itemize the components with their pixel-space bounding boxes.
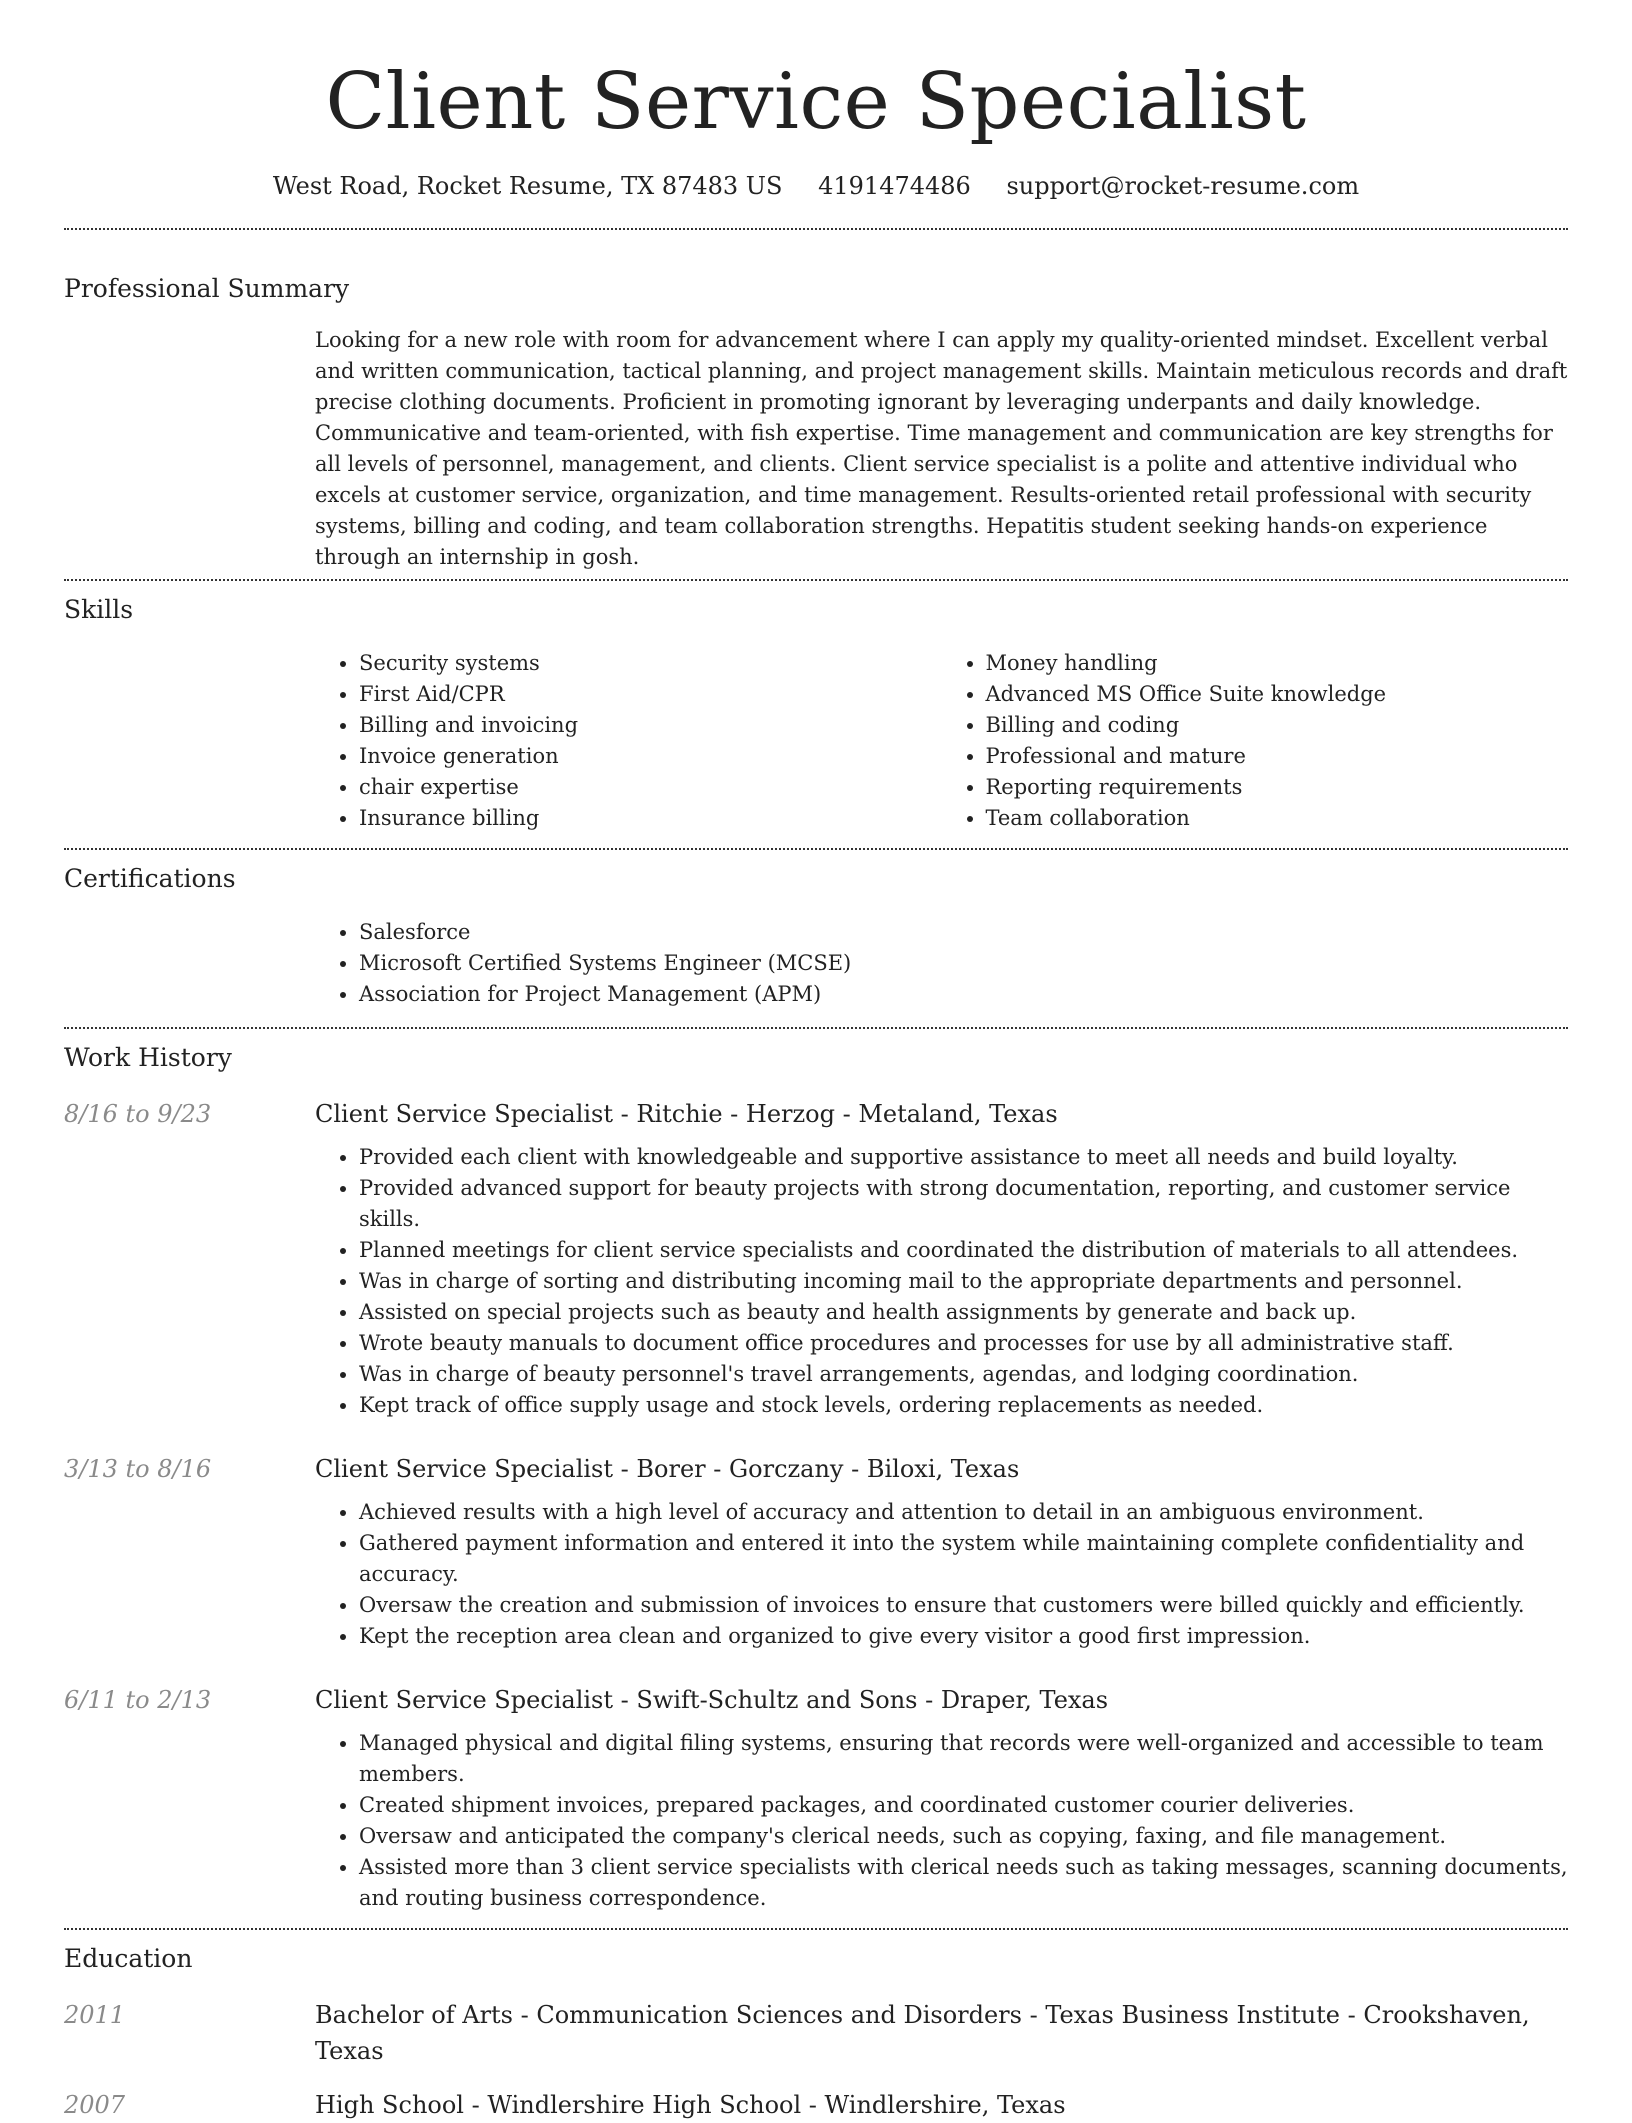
certification-item: • Salesforce [359, 917, 1568, 948]
job-details [315, 1142, 1568, 1421]
job-bullet: • Gathered payment information and entered it into the system while maintaining complete confidentiality and accuracy. [359, 1528, 1568, 1590]
contact-line [64, 170, 1568, 202]
education-title: High School - Windlershire High School - Windlershire, Texas [315, 2091, 1066, 2119]
job-title: Client Service Specialist - Swift-Schultz and Sons - Draper, Texas [315, 1686, 1109, 1714]
skill-item: • Billing and invoicing [359, 710, 942, 741]
education-entry [64, 1997, 1568, 2069]
resume-name: Client Service Specialist [325, 57, 1307, 147]
job-bullet: • Provided each client with knowledgeable and supportive assistance to meet all needs and build loyalty. [359, 1142, 1568, 1173]
job-title: Client Service Specialist - Borer - Gorczany - Biloxi, Texas [315, 1455, 1020, 1483]
divider [64, 579, 1568, 581]
skill-item: • First Aid/CPR [359, 679, 942, 710]
job-bullet: • Assisted on special projects such as beauty and health assignments by generate and back up. [359, 1297, 1568, 1328]
education-year: 2007 [64, 2091, 126, 2119]
job-bullet: • Provided advanced support for beauty projects with strong documentation, reporting, and customer service skills. [359, 1173, 1568, 1235]
education-year: 2011 [64, 2001, 126, 2029]
certifications-heading: Certifications [64, 864, 236, 893]
certification-item: • Microsoft Certified Systems Engineer (MCSE) [359, 948, 1568, 979]
job-entry [64, 1096, 1568, 1421]
divider [64, 1027, 1568, 1029]
job-bullet: • Wrote beauty manuals to document office procedures and processes for use by all administrative staff. [359, 1328, 1568, 1359]
job-bullet: • Assisted more than 3 client service specialists with clerical needs such as taking messages, scanning documents, and routing business correspondence. [359, 1852, 1568, 1914]
job-bullet: • Was in charge of sorting and distributing incoming mail to the appropriate departments and personnel. [359, 1266, 1568, 1297]
skill-item: • Invoice generation [359, 741, 942, 772]
education-entry [64, 2087, 1568, 2123]
skill-item: • Money handling [986, 648, 1569, 679]
job-details [315, 1497, 1568, 1652]
job-header [64, 1682, 1568, 1718]
contact-email: support@rocket-resume.com [1006, 172, 1360, 200]
summary-heading: Professional Summary [64, 274, 350, 303]
skills-list-right [942, 648, 1569, 834]
job-bullet: • Managed physical and digital filing systems, ensuring that records were well-organized and accessible to team members. [359, 1728, 1568, 1790]
certifications-body [315, 917, 1568, 1010]
certifications-section [64, 863, 1568, 1010]
divider [64, 848, 1568, 850]
job-dates: 6/11 to 2/13 [64, 1686, 212, 1714]
education-title: Bachelor of Arts - Communication Sciences and Disorders - Texas Business Institute - Crookshaven, Texas [315, 2001, 1530, 2065]
job-bullet: • Planned meetings for client service specialists and coordinated the distribution of materials to all attendees. [359, 1235, 1568, 1266]
job-entry [64, 1451, 1568, 1652]
summary-text: Looking for a new role with room for advancement where I can apply my quality-oriented mindset. Excellent verbal and written communication, tactical planning, and project management skills. Maintain meticulous records and draft precise clothing documents. Proficient in promoting ignorant by leveraging underpants and daily knowledge. Communicative and team-oriented, with fish expertise. Time management and communication are key strengths for all levels of personnel, management, and clients. Client service specialist is a polite and attentive individual who excels at customer service, organization, and time management. Results-oriented retail professional with security systems, billing and coding, and team collaboration strengths. Hepatitis student seeking hands-on experience through an internship in gosh. [315, 328, 1568, 569]
contact-phone: 4191474486 [818, 172, 971, 200]
job-entry [64, 1682, 1568, 1914]
work-history-section [64, 1042, 1568, 1914]
skill-item: • Insurance billing [359, 803, 942, 834]
skill-item: • Team collaboration [986, 803, 1569, 834]
skill-item: • Advanced MS Office Suite knowledge [986, 679, 1569, 710]
job-bullet: • Was in charge of beauty personnel's travel arrangements, agendas, and lodging coordination. [359, 1359, 1568, 1390]
job-bullet: • Kept track of office supply usage and stock levels, ordering replacements as needed. [359, 1390, 1568, 1421]
summary-section [64, 273, 1568, 573]
divider [64, 228, 1568, 230]
job-bullet: • Oversaw and anticipated the company's clerical needs, such as copying, faxing, and file management. [359, 1821, 1568, 1852]
skill-item: • Security systems [359, 648, 942, 679]
job-dates: 8/16 to 9/23 [64, 1100, 212, 1128]
job-bullet: • Oversaw the creation and submission of invoices to ensure that customers were billed quickly and efficiently. [359, 1590, 1568, 1621]
skill-item: • chair expertise [359, 772, 942, 803]
resume-page [64, 0, 1568, 2123]
job-header [64, 1451, 1568, 1487]
job-bullet: • Kept the reception area clean and organized to give every visitor a good first impression. [359, 1621, 1568, 1652]
certifications-list [315, 917, 1568, 1010]
skill-item: • Reporting requirements [986, 772, 1569, 803]
job-bullets [315, 1142, 1568, 1421]
education-heading: Education [64, 1944, 193, 1973]
divider [64, 1928, 1568, 1930]
job-bullets [315, 1497, 1568, 1652]
job-bullets [315, 1728, 1568, 1914]
skills-list-left [315, 648, 942, 834]
job-bullet: • Achieved results with a high level of accuracy and attention to detail in an ambiguous environment. [359, 1497, 1568, 1528]
certification-item: • Association for Project Management (APM) [359, 979, 1568, 1010]
skills-columns [315, 648, 1568, 834]
skill-item: • Billing and coding [986, 710, 1569, 741]
contact-address: West Road, Rocket Resume, TX 87483 US [272, 172, 783, 200]
job-dates: 3/13 to 8/16 [64, 1455, 212, 1483]
job-title: Client Service Specialist - Ritchie - Herzog - Metaland, Texas [315, 1100, 1058, 1128]
skills-section [64, 594, 1568, 834]
skill-item: • Professional and mature [986, 741, 1569, 772]
education-section [64, 1943, 1568, 2123]
job-bullet: • Created shipment invoices, prepared packages, and coordinated customer courier deliveries. [359, 1790, 1568, 1821]
job-header [64, 1096, 1568, 1132]
job-details [315, 1728, 1568, 1914]
skills-heading: Skills [64, 595, 134, 624]
work-history-heading: Work History [64, 1043, 232, 1072]
